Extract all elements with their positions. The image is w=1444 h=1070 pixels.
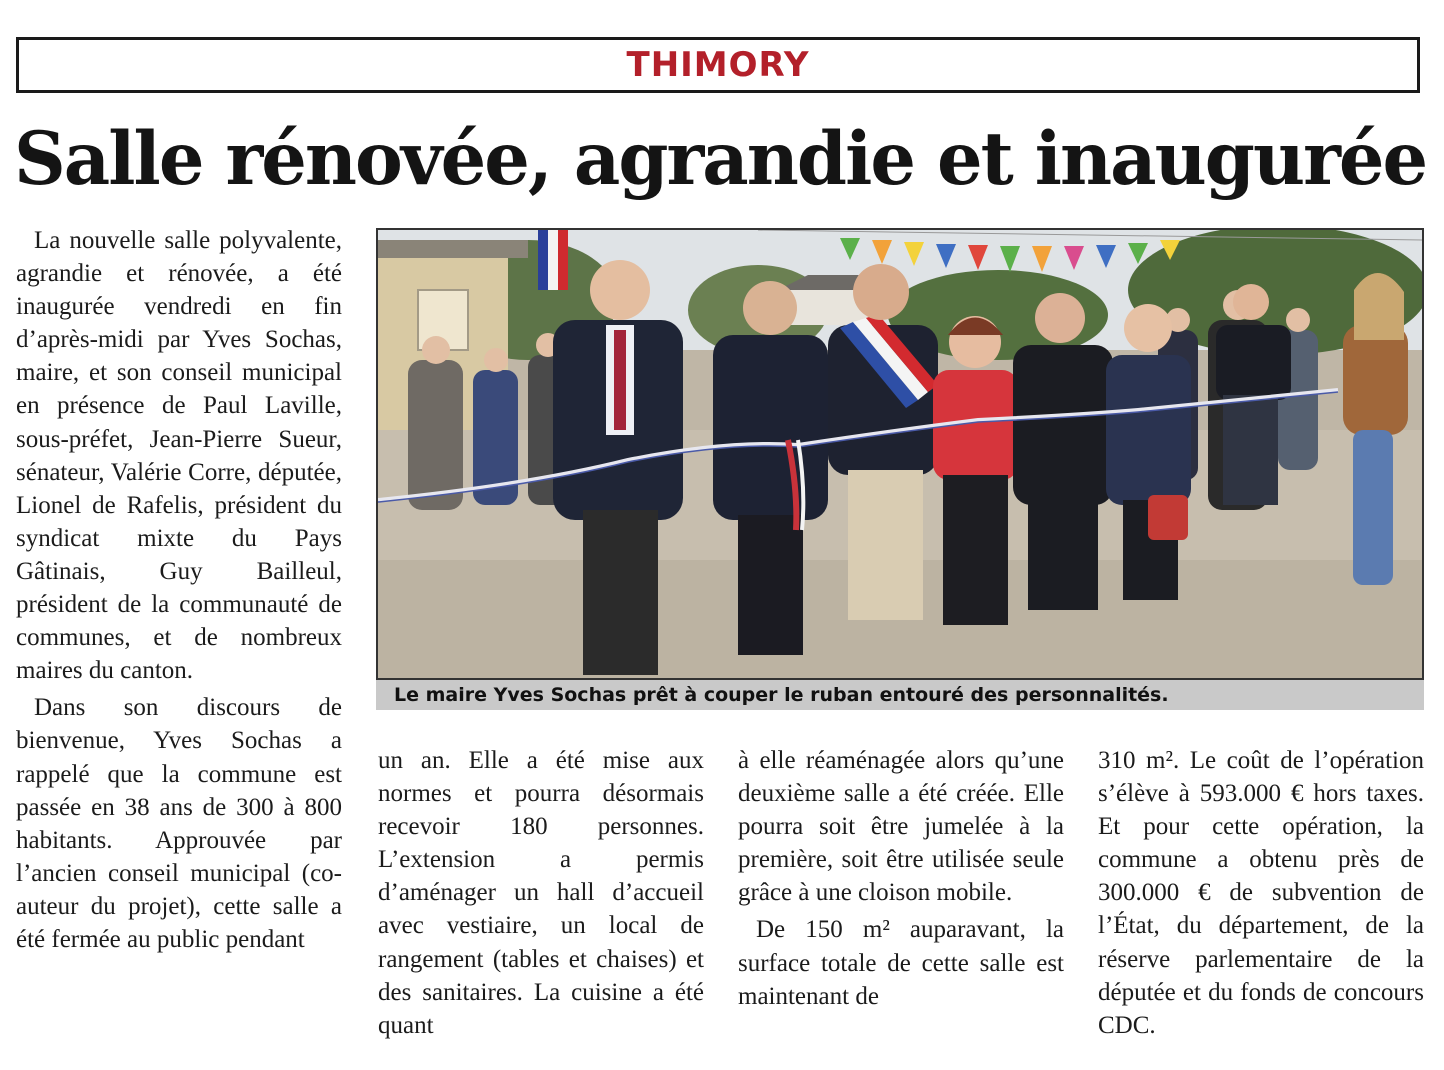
photo-caption: Le maire Yves Sochas prêt à couper le ruban entouré des personnalités.: [376, 680, 1424, 710]
paragraph: 310 m². Le coût de l’opération s’élève à 593.000 € hors taxes. Et pour cette opération, la commune a obtenu près de 300.000 € de subvention de l’État, du département, de la réserve parlementaire de la députée et du fonds de concours CDC.: [1098, 747, 1424, 1039]
text-column-4: [1098, 744, 1424, 1042]
paragraph: Dans son discours de bienvenue, Yves Sochas a rappelé que la commune est passée en 38 ans de 300 à 800 habitants. Approuvée par l’ancien conseil municipal (co-auteur du projet), cette salle a été fermée au public pendant: [16, 694, 342, 953]
paragraph: La nouvelle salle polyvalente, agrandie et rénovée, a été inaugurée vendredi en fin d’après-midi par Yves Sochas, maire, et son conseil municipal en présence de Paul Laville, sous-préfet, Jean-Pierre Sueur, sénateur, Valérie Corre, députée, Lionel de Rafelis, président du syndicat mixte du Pays Gâtinais, Guy Bailleul, président de la communauté de communes, et de nombreux maires du canton.: [16, 227, 342, 685]
text-column-3: [738, 744, 1064, 1013]
article-headline: Salle rénovée, agrandie et inaugurée: [14, 116, 1427, 202]
rubric-label: THIMORY: [626, 45, 810, 85]
paragraph: un an. Elle a été mise aux normes et pourra désormais recevoir 180 personnes. L’extension a permis d’aménager un hall d’accueil avec vestiaire, un local de rangement (tables et chaises) et des sanitaires. La cuisine a été quant: [378, 747, 704, 1039]
paragraph: De 150 m² auparavant, la surface totale de cette salle est maintenant de: [738, 916, 1064, 1010]
text-column-2: [378, 744, 704, 1042]
paragraph: à elle réaménagée alors qu’une deuxième salle a été créée. Elle pourra soit être jumelée à la première, soit être utilisée seule grâce à une cloison mobile.: [738, 747, 1064, 907]
article-photo: [376, 228, 1424, 680]
text-column-1: [16, 224, 342, 956]
section-rubric: [16, 37, 1420, 93]
